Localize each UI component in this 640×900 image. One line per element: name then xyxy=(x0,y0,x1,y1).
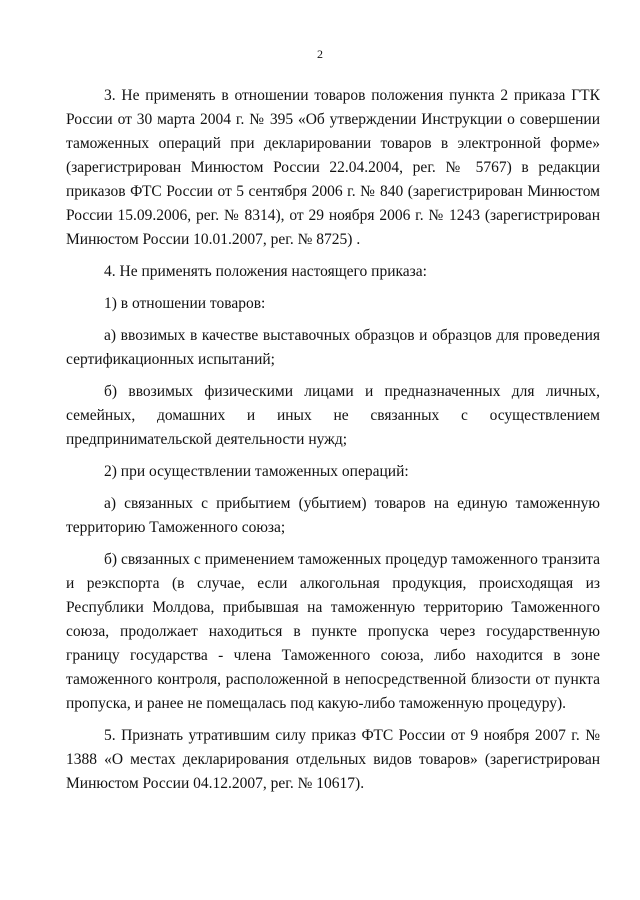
document-body xyxy=(66,84,600,804)
paragraph-4-2-a: а) связанных с прибытием (убытием) товаров на единую таможенную территорию Таможенного союза; xyxy=(66,495,600,536)
paragraph-4-1: 1) в отношении товаров: xyxy=(104,295,266,312)
page-number: 2 xyxy=(317,47,323,61)
paragraph-5: 5. Признать утратившим силу приказ ФТС России от 9 ноября 2007 г. № 1388 «О местах декларирования отдельных видов товаров» (зарегистрирован Минюстом России 04.12.2007, рег. № 10617). xyxy=(66,727,600,792)
paragraph-4-1-b: б) ввозимых физическими лицами и предназначенных для личных, семейных, домашних и иных не связанных с осуществлением предпринимательской деятельности нужд; xyxy=(66,383,600,448)
paragraph-4-2: 2) при осуществлении таможенных операций: xyxy=(104,463,409,480)
paragraph-4-2-b: б) связанных с применением таможенных процедур таможенного транзита и реэкспорта (в случае, если алкогольная продукция, происходящая из Республики Молдова, прибывшая на таможенную территорию Таможенного союза, продолжает находиться в пункте пропуска через государственную границу государства - члена Таможенного союза, либо находится в зоне таможенного контроля, расположенной в непосредственной близости от пункта пропуска, и ранее не помещалась под какую-либо таможенную процедуру). xyxy=(66,551,600,712)
paragraph-4: 4. Не применять положения настоящего приказа: xyxy=(104,263,427,280)
paragraph-4-1-a: а) ввозимых в качестве выставочных образцов и образцов для проведения сертификационных испытаний; xyxy=(66,327,600,368)
paragraph-3: 3. Не применять в отношении товаров положения пункта 2 приказа ГТК России от 30 марта 2004 г. № 395 «Об утверждении Инструкции о совершении таможенных операций при декларировании товаров в электронной форме» (зарегистрирован Минюстом России 22.04.2004, рег. № 5767) в редакции приказов ФТС России от 5 сентября 2006 г. № 840 (зарегистрирован Минюстом России 15.09.2006, рег. № 8314), от 29 ноября 2006 г. № 1243 (зарегистрирован Минюстом России 10.01.2007, рег. № 8725) . xyxy=(66,87,600,248)
